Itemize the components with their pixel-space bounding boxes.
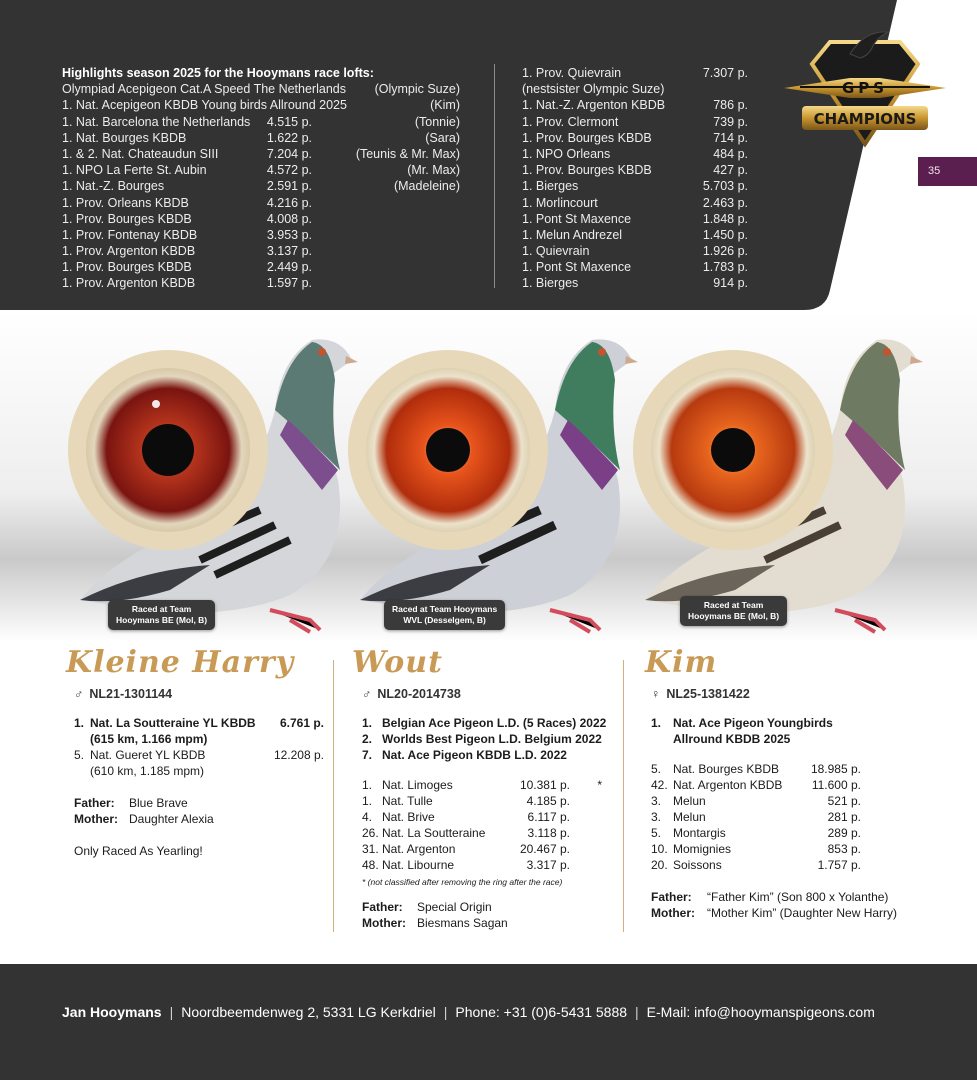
highlight-value: 484 p. [713, 146, 748, 161]
mother-label: Mother: [362, 916, 406, 930]
pigeon-2-badge-line-1: Raced at Team Hooymans [392, 604, 498, 614]
result-text: Momignies [673, 842, 732, 856]
highlight-note: (Madeleine) [393, 179, 460, 194]
highlight-row [62, 146, 462, 162]
highlight-row [62, 275, 462, 291]
footer-email[interactable]: E-Mail: info@hooymanspigeons.com [646, 1004, 875, 1020]
highlights-left [62, 65, 462, 292]
result-rank: 1. [362, 794, 373, 808]
pigeon-2-mother: Biesmans Sagan [417, 916, 508, 930]
highlight-row [62, 162, 462, 178]
pigeon-1-parents [74, 795, 326, 827]
result-text: Nat. Argenton KBDB [673, 778, 783, 792]
highlight-row [522, 97, 750, 113]
pigeon-2-note: * (not classified after removing the ring after the race) [362, 877, 563, 887]
highlight-value: 4.008 p. [266, 211, 312, 226]
result-text: Nat. Ace Pigeon KBDB L.D. 2022 [382, 748, 567, 762]
pigeon-2-badge [384, 600, 505, 630]
result-text: Worlds Best Pigeon L.D. Belgium 2022 [382, 732, 602, 746]
result-value: 521 p. [827, 794, 861, 808]
result-text: (615 km, 1.166 mpm) [90, 732, 208, 746]
pigeon-1-info [66, 645, 326, 859]
male-icon: ♂ [74, 687, 84, 701]
highlight-row [522, 195, 750, 211]
result-value: 853 p. [827, 842, 861, 856]
footer-phone: Phone: +31 (0)6-5431 5888 [455, 1004, 628, 1020]
highlight-note: (Tonnie) [414, 114, 460, 129]
female-icon: ♀ [651, 687, 661, 701]
highlight-text: 1. NPO La Ferte St. Aubin [62, 163, 207, 178]
highlight-value: 3.137 p. [266, 244, 312, 259]
highlight-note: (Kim) [430, 98, 460, 113]
highlight-row [522, 114, 750, 130]
highlight-value: 1.848 p. [702, 211, 748, 226]
result-rank: 2. [362, 732, 373, 746]
highlight-row [522, 243, 750, 259]
pigeon-1-extra: Only Raced As Yearling! [74, 844, 203, 858]
highlight-value: 714 p. [713, 130, 748, 145]
highlight-text: 1. Prov. Quievrain [522, 66, 622, 80]
logo-letters: GPS [841, 79, 889, 97]
highlight-value: 4.216 p. [266, 195, 312, 210]
result-row [362, 857, 602, 873]
result-row [362, 793, 602, 809]
result-text: (610 km, 1.185 mpm) [90, 764, 205, 778]
footer-address: Noordbeemdenweg 2, 5331 LG Kerkdriel [181, 1004, 436, 1020]
pigeon-3-badge [680, 596, 787, 626]
result-row [651, 793, 861, 809]
result-mark: * [597, 778, 602, 792]
result-rank: 5. [74, 748, 85, 762]
result-row [651, 777, 861, 793]
father-label: Father: [651, 890, 692, 904]
highlight-text: 1. Pont St Maxence [522, 260, 632, 275]
result-value: 3.317 p. [526, 858, 570, 872]
footer-name: Jan Hooymans [62, 1004, 162, 1020]
highlight-text: 1. Prov. Bourges KBDB [522, 163, 652, 178]
highlight-note: (Mr. Max) [407, 163, 460, 178]
pigeon-1-badge-line-2: Hooymans BE (Mol, B) [116, 615, 208, 625]
result-row [74, 731, 324, 747]
highlights-right [522, 65, 750, 292]
highlight-value: 4.515 p. [266, 114, 312, 129]
result-value: 1.757 p. [817, 858, 861, 872]
title-row [651, 731, 891, 747]
highlight-row [62, 259, 462, 275]
footer-separator: | [169, 1004, 174, 1020]
highlight-row [522, 81, 750, 97]
column-divider-2 [623, 660, 624, 932]
pigeon-2-ring-number: NL20-2014738 [377, 687, 461, 701]
pigeon-2-ring [362, 687, 612, 705]
pigeon-3-mother: “Mother Kim” (Daughter New Harry) [707, 906, 898, 920]
highlight-row [522, 178, 750, 194]
pigeon-1-results [74, 715, 324, 779]
highlight-text: 1. Nat. Barcelona the Netherlands [62, 114, 251, 129]
highlight-text: 1. Quievrain [522, 244, 590, 259]
result-text: Nat. Limoges [382, 778, 453, 792]
highlight-row [62, 130, 462, 146]
result-value: 4.185 p. [526, 794, 570, 808]
result-rank: 1. [362, 778, 373, 792]
highlight-value: 914 p. [713, 276, 748, 291]
result-row [362, 809, 602, 825]
pigeon-1-father: Blue Brave [129, 796, 188, 810]
pigeon-2-father: Special Origin [417, 900, 492, 914]
highlight-value: 7.307 p. [702, 66, 748, 80]
father-label: Father: [362, 900, 403, 914]
result-rank: 3. [651, 794, 662, 808]
father-label: Father: [74, 796, 115, 810]
male-icon: ♂ [362, 687, 372, 701]
footer-separator: | [635, 1004, 639, 1020]
pigeon-1-ring [74, 687, 326, 705]
highlight-row [522, 259, 750, 275]
result-value: 281 p. [827, 810, 861, 824]
highlight-text: 1. Bierges [522, 276, 579, 291]
result-value: 18.985 p. [810, 762, 861, 776]
title-row [362, 731, 617, 747]
result-text: Allround KBDB 2025 [673, 732, 791, 746]
pigeon-2-results [362, 777, 602, 873]
highlight-row [62, 195, 462, 211]
result-value: 10.381 p. [519, 778, 570, 792]
footer-separator: | [443, 1004, 448, 1020]
pigeon-3-info [645, 645, 945, 921]
result-text: Montargis [673, 826, 726, 840]
mother-label: Mother: [651, 906, 695, 920]
result-text: Melun [673, 810, 706, 824]
highlight-row [522, 146, 750, 162]
result-value: 12.208 p. [273, 748, 324, 762]
highlight-row [62, 81, 462, 97]
result-row [651, 809, 861, 825]
pigeon-2-info [352, 645, 612, 931]
result-rank: 3. [651, 810, 662, 824]
pigeon-3-badge-line-1: Raced at Team [703, 600, 764, 610]
result-rank: 1. [651, 716, 662, 730]
result-text: Nat. La Soutteraine YL KBDB [90, 716, 256, 730]
highlights-title: Highlights season 2025 for the Hooymans race lofts: [62, 66, 374, 80]
pigeon-kleine-harry-image [60, 320, 370, 650]
result-text: Nat. Bourges KBDB [673, 762, 780, 776]
result-value: 289 p. [827, 826, 861, 840]
header-divider [494, 64, 495, 288]
highlight-row [522, 275, 750, 291]
highlight-text: 1. Nat.-Z. Bourges [62, 179, 165, 194]
result-text: Nat. Ace Pigeon Youngbirds [673, 716, 833, 730]
pigeon-3-name: Kim [645, 645, 718, 680]
highlight-text: Olympiad Acepigeon Cat.A Speed The Netherlands [62, 82, 346, 97]
highlight-value: 5.703 p. [702, 179, 748, 194]
pigeon-2-badge-line-2: WVL (Desselgem, B) [403, 615, 486, 625]
highlight-text: 1. Bierges [522, 179, 579, 194]
highlight-value: 1.597 p. [266, 276, 312, 291]
highlight-value: 1.926 p. [702, 244, 748, 259]
pigeon-3-ring [651, 687, 945, 705]
highlight-value: 786 p. [713, 98, 748, 113]
footer-contact [62, 1004, 875, 1020]
result-rank: 4. [362, 810, 373, 824]
highlight-row [62, 243, 462, 259]
pigeon-3-badge-line-2: Hooymans BE (Mol, B) [688, 611, 780, 621]
result-rank: 31. [362, 842, 379, 856]
pigeon-3-father: “Father Kim” (Son 800 x Yolanthe) [707, 890, 889, 904]
highlight-note: (Teunis & Mr. Max) [355, 146, 460, 161]
result-value: 6.761 p. [279, 716, 324, 730]
highlight-value: 427 p. [713, 163, 748, 178]
result-text: Nat. Libourne [382, 858, 455, 872]
result-text: Nat. Gueret YL KBDB [90, 748, 206, 762]
result-text: Soissons [673, 858, 722, 872]
result-rank: 5. [651, 826, 662, 840]
highlight-text: (nestsister Olympic Suze) [522, 82, 665, 97]
highlight-text: 1. Melun Andrezel [522, 227, 623, 242]
highlight-text: 1. Prov. Fontenay KBDB [62, 227, 198, 242]
highlight-value: 7.204 p. [266, 146, 312, 161]
column-divider-1 [333, 660, 334, 932]
result-row [651, 761, 861, 777]
highlight-row [522, 227, 750, 243]
highlight-value: 4.572 p. [266, 163, 312, 178]
highlight-text: 1. Nat.-Z. Argenton KBDB [522, 98, 666, 113]
highlight-text: 1. NPO Orleans [522, 146, 611, 161]
result-row [362, 777, 602, 793]
logo-champions: CHAMPIONS [813, 110, 917, 128]
result-text: Nat. Argenton [382, 842, 456, 856]
highlight-text: 1. Prov. Argenton KBDB [62, 276, 196, 291]
result-rank: 10. [651, 842, 668, 856]
result-rank: 26. [362, 826, 379, 840]
pigeon-2-name: Wout [352, 645, 443, 680]
pigeon-3-parents [651, 889, 945, 921]
result-text: Nat. La Soutteraine [382, 826, 486, 840]
highlight-value: 2.449 p. [266, 260, 312, 275]
result-rank: 1. [74, 716, 85, 730]
result-rank: 1. [362, 716, 373, 730]
highlight-row [62, 114, 462, 130]
pigeon-3-titles [651, 715, 891, 747]
highlight-text: 1. Nat. Bourges KBDB [62, 130, 187, 145]
highlight-text: 1. Prov. Clermont [522, 114, 619, 129]
highlight-value: 3.953 p. [266, 227, 312, 242]
result-value: 6.117 p. [527, 810, 570, 824]
title-row [362, 715, 617, 731]
result-rank: 7. [362, 748, 373, 762]
pigeon-3-results [651, 761, 861, 873]
pigeon-1-badge-line-1: Raced at Team [131, 604, 192, 614]
pigeon-2-parents [362, 899, 612, 931]
highlight-value: 1.450 p. [702, 227, 748, 242]
highlight-row [522, 65, 750, 81]
result-row [74, 715, 324, 731]
pigeon-2-titles [362, 715, 617, 763]
highlight-row [522, 130, 750, 146]
result-row [362, 841, 602, 857]
highlight-text: 1. Prov. Bourges KBDB [62, 211, 192, 226]
highlight-row [522, 162, 750, 178]
result-row [74, 763, 324, 779]
result-rank: 42. [651, 778, 668, 792]
result-text: Melun [673, 794, 706, 808]
pigeon-1-name: Kleine Harry [66, 645, 295, 680]
result-value: 11.600 p. [811, 778, 861, 792]
highlight-value: 739 p. [713, 114, 748, 129]
highlight-row [62, 97, 462, 113]
title-row [362, 747, 617, 763]
title-row [651, 715, 891, 731]
highlight-text: 1. Prov. Bourges KBDB [62, 260, 192, 275]
result-text: Nat. Brive [382, 810, 435, 824]
highlight-note: (Olympic Suze) [374, 82, 460, 97]
highlight-row [522, 211, 750, 227]
result-value: 20.467 p. [519, 842, 570, 856]
result-row [651, 857, 861, 873]
result-rank: 48. [362, 858, 379, 872]
result-value: 3.118 p. [527, 826, 570, 840]
highlight-text: 1. Prov. Argenton KBDB [62, 244, 196, 259]
highlight-value: 2.591 p. [266, 179, 312, 194]
result-row [651, 825, 861, 841]
mother-label: Mother: [74, 812, 118, 826]
highlight-note: (Sara) [425, 130, 460, 145]
result-row [651, 841, 861, 857]
result-text: Nat. Tulle [382, 794, 433, 808]
highlight-text: 1. & 2. Nat. Chateaudun SIII [62, 146, 219, 161]
result-rank: 5. [651, 762, 662, 776]
highlight-text: 1. Nat. Acepigeon KBDB Young birds Allround 2025 [62, 98, 347, 113]
gps-champions-logo [780, 24, 950, 150]
result-row [362, 825, 602, 841]
highlight-value: 1.783 p. [702, 260, 748, 275]
pigeon-1-badge [108, 600, 215, 630]
highlight-row [62, 211, 462, 227]
pigeon-1-ring-number: NL21-1301144 [89, 687, 173, 701]
highlight-text: 1. Prov. Bourges KBDB [522, 130, 652, 145]
result-text: Belgian Ace Pigeon L.D. (5 Races) 2022 [382, 716, 607, 730]
highlight-row [62, 227, 462, 243]
highlight-value: 1.622 p. [266, 130, 312, 145]
pigeon-1-mother: Daughter Alexia [129, 812, 214, 826]
result-rank: 20. [651, 858, 668, 872]
highlight-row [62, 178, 462, 194]
highlight-text: 1. Prov. Orleans KBDB [62, 195, 189, 210]
highlight-text: 1. Morlincourt [522, 195, 598, 210]
footer [0, 964, 977, 1080]
highlight-value: 2.463 p. [702, 195, 748, 210]
pigeon-3-ring-number: NL25-1381422 [666, 687, 750, 701]
result-row [74, 747, 324, 763]
highlight-text: 1. Pont St Maxence [522, 211, 632, 226]
page-number: 35 [918, 157, 977, 186]
